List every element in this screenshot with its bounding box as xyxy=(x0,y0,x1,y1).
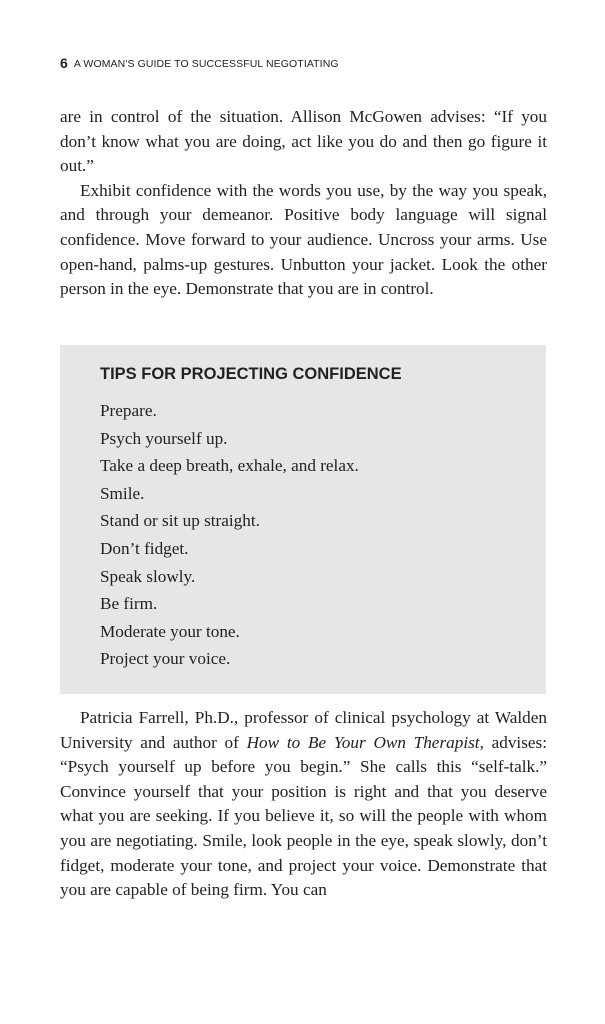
tip-item: Smile. xyxy=(100,483,145,503)
tip-item: Moderate your tone. xyxy=(100,621,240,641)
tips-list xyxy=(100,397,359,673)
paragraph-farrell-intro: Patricia Farrell, Ph.D., professor of clinical psychology at Walden University and author of xyxy=(60,708,547,752)
tips-sidebar-box xyxy=(60,345,546,694)
paragraph-continuation: are in control of the situation. Allison McGowen advises: “If you don’t know what you are doing, act like you do and then go figure it out.” xyxy=(60,107,547,176)
paragraph-farrell-rest: , advises: “Psych yourself up before you begin.” She calls this “self-talk.” Convince yourself that your position is right and that you deserve what you are seeking. If you believe it, so will the people with whom you are negotiating. Smile, look people in the eye, speak slowly, don’t fidget, moderate your tone, and project your voice. Demonstrate that you are capable of being firm. You can xyxy=(60,732,547,900)
running-title: A WOMAN'S GUIDE TO SUCCESSFUL NEGOTIATING xyxy=(73,58,339,70)
body-text-bottom xyxy=(60,706,547,903)
tips-box-title: TIPS FOR PROJECTING CONFIDENCE xyxy=(100,365,402,383)
tip-item: Prepare. xyxy=(100,401,157,420)
tip-item: Don’t fidget. xyxy=(100,538,189,558)
tip-item: Take a deep breath, exhale, and relax. xyxy=(100,456,359,476)
tip-item: Project your voice. xyxy=(100,649,231,669)
tip-item: Speak slowly. xyxy=(100,566,196,586)
body-text-top xyxy=(60,105,547,302)
paragraph-body-language: Exhibit confidence with the words you use, by the way you speak, and through your demeanor. Positive body language will signal confidence. Move forward to your audience. Uncross your arms. Use open-hand, palms-up gestures. Unbutton your jacket. Look the other person in the eye. Demonstrate that you are in control. xyxy=(60,180,547,299)
book-title: How to Be Your Own Therapist xyxy=(246,732,480,752)
running-header xyxy=(60,55,339,71)
paragraph-farrell xyxy=(60,706,547,903)
tip-item: Psych yourself up. xyxy=(100,428,228,448)
page-number: 6 xyxy=(60,55,68,71)
tip-item: Stand or sit up straight. xyxy=(100,511,260,531)
tip-item: Be firm. xyxy=(100,594,158,614)
